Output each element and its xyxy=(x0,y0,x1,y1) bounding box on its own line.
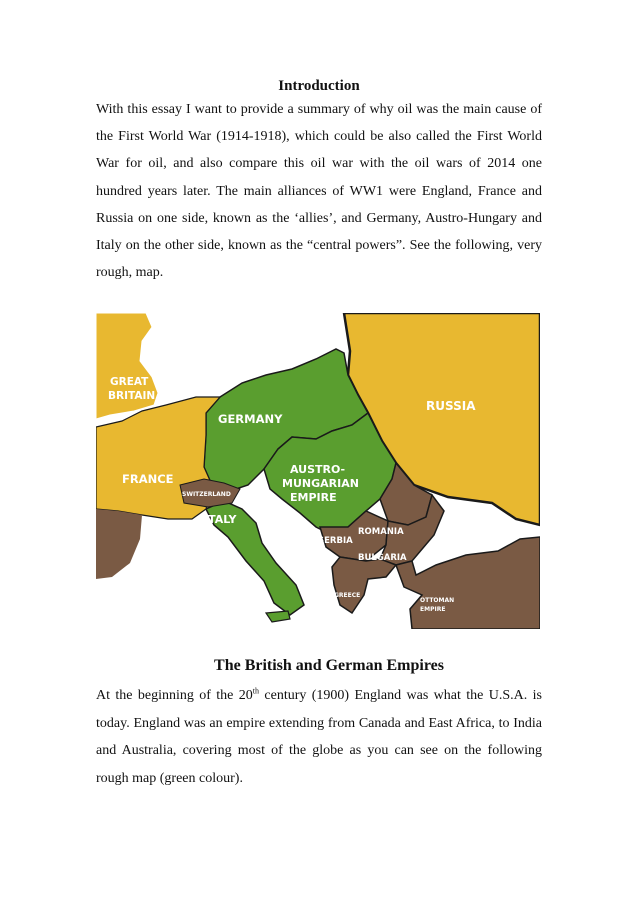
ww1-alliances-map xyxy=(96,313,540,629)
greece-label: GREECE xyxy=(334,592,361,599)
romania-label: ROMANIA xyxy=(358,527,404,537)
ottoman-label-line1: OTTOMAN xyxy=(420,597,455,604)
bulgaria-label: BULGARIA xyxy=(358,553,407,563)
empires-paragraph-start: At the beginning of the 20 xyxy=(96,688,253,703)
introduction-paragraph: With this essay I want to provide a summary of why oil was the main cause of the First World War (1914-1918), which could be also called the First World War for oil, and also compare this oil war with the oil wars of 2014 one hundred years later. The main alliances of WW1 were England, France and Russia on one side, known as the ‘allies’, and Germany, Austro-Hungary and Italy on the other side, known as the “central powers”. See the following, very rough, map. xyxy=(96,102,542,281)
empires-paragraph xyxy=(96,682,542,792)
empires-heading: The British and German Empires xyxy=(214,657,444,674)
austro-label-line3: EMPIRE xyxy=(290,491,337,504)
ottoman-label-line2: EMPIRE xyxy=(420,606,446,613)
serbia-label: SERBIA xyxy=(318,536,353,546)
germany-label: GERMANY xyxy=(218,412,283,426)
great-britain-label-line1: GREAT xyxy=(110,376,149,388)
ordinal-superscript: th xyxy=(252,686,260,696)
austro-label-line2: MUNGARIAN xyxy=(282,477,359,490)
russia-label: RUSSIA xyxy=(426,399,476,413)
austro-label-line1: AUSTRO- xyxy=(290,463,346,476)
switzerland-label: SWITZERLAND xyxy=(182,491,231,498)
france-label: FRANCE xyxy=(122,472,174,486)
empires-paragraph-end: century (1900) England was what the U.S.A. is today. England was an empire extending from Canada and East Africa, to India and Australia, covering most of the globe as you can see on the following rough map (green colour). xyxy=(96,688,542,786)
italy-label: ITALY xyxy=(204,513,237,526)
great-britain-label-line2: BRITAIN xyxy=(108,390,156,402)
introduction-heading: Introduction xyxy=(278,78,360,94)
